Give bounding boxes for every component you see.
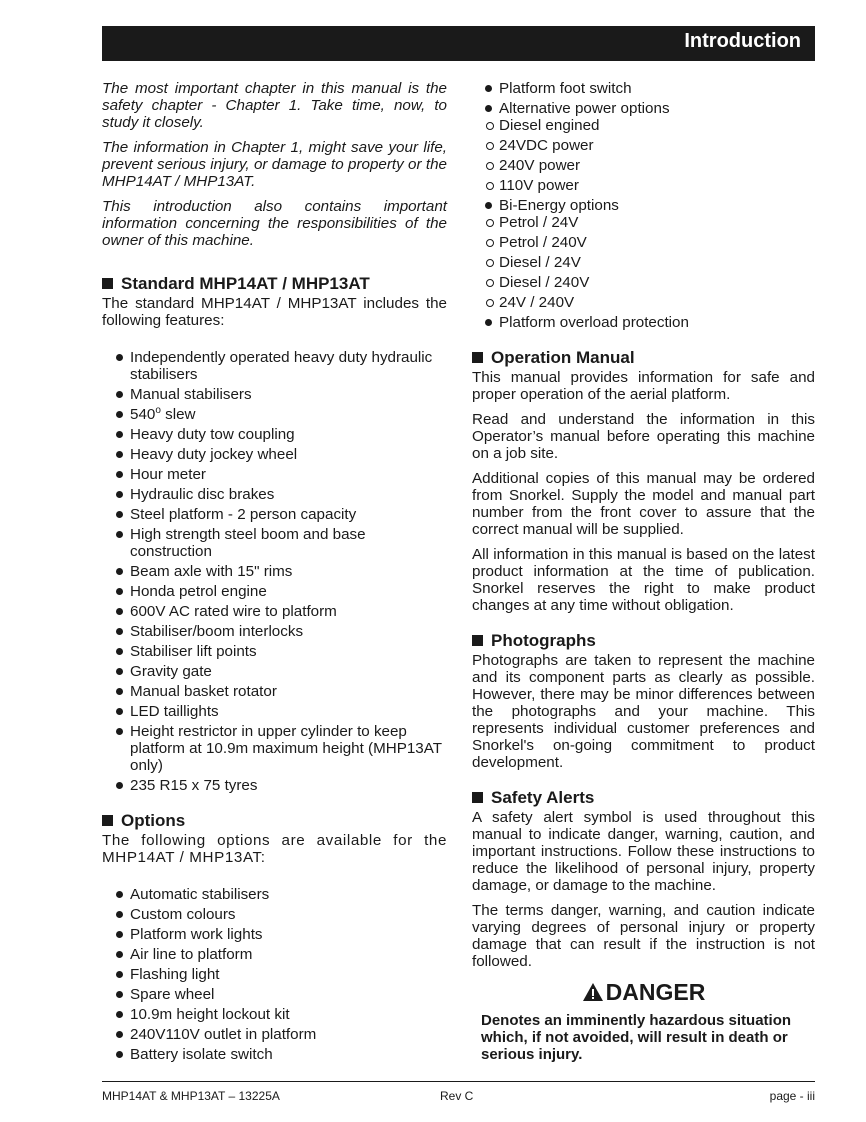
list-item: Battery isolate switch	[102, 1046, 447, 1063]
list-item: Bi-Energy options Petrol / 24V Petrol / 240V Diesel / 24V Diesel / 240V 24V / 240V	[472, 197, 815, 311]
safety-alerts-heading-text: Safety Alerts	[491, 788, 595, 807]
list-item: Heavy duty jockey wheel	[102, 446, 447, 463]
list-item: Manual stabilisers	[102, 386, 447, 403]
list-item: Heavy duty tow coupling	[102, 426, 447, 443]
list-item: Custom colours	[102, 906, 447, 923]
photographs-paragraph: Photographs are taken to represent the machine and its component parts as clearly as possible. However, there may be minor differences between the photographs and your machine. This represents individual customer preferences and Snorkel's on-going commitment to product development.	[472, 652, 815, 771]
hollow-bullet-icon	[486, 239, 494, 247]
alt-power-sublist	[472, 117, 815, 194]
bullet-icon	[116, 628, 123, 635]
footer-revision: Rev C	[440, 1089, 474, 1103]
sub-list-item: Petrol / 24V	[472, 214, 815, 231]
bullet-icon	[116, 568, 123, 575]
list-item: Automatic stabilisers	[102, 886, 447, 903]
intro-paragraph: The most important chapter in this manual is the safety chapter - Chapter 1. Take time, now, to study it closely.	[102, 80, 447, 131]
sub-list-item: 24V / 240V	[472, 294, 815, 311]
list-item: Spare wheel	[102, 986, 447, 1003]
list-item: 240V110V outlet in platform	[102, 1026, 447, 1043]
square-bullet-icon	[102, 278, 113, 289]
list-item: Platform work lights	[102, 926, 447, 943]
bullet-icon	[485, 85, 492, 92]
bullet-icon	[116, 354, 123, 361]
options-continued-list	[472, 80, 815, 331]
sub-list-item: Diesel engined	[472, 117, 815, 134]
square-bullet-icon	[472, 352, 483, 363]
list-item: Gravity gate	[102, 663, 447, 680]
bullet-icon	[485, 319, 492, 326]
standard-intro: The standard MHP14AT / MHP13AT includes the following features:	[102, 295, 447, 329]
sub-list-item: 24VDC power	[472, 137, 815, 154]
hollow-bullet-icon	[486, 259, 494, 267]
intro-paragraph: The information in Chapter 1, might save your life, prevent serious injury, or damage to property or the MHP14AT / MHP13AT.	[102, 139, 447, 190]
options-heading-text: Options	[121, 811, 186, 830]
danger-label-text: DANGER	[605, 978, 706, 1005]
photographs-heading-text: Photographs	[491, 631, 596, 650]
safety-alerts-heading	[472, 789, 815, 806]
list-item: Height restrictor in upper cylinder to keep platform at 10.9m maximum height (MHP13AT only)	[102, 723, 447, 774]
standard-features-list	[102, 349, 447, 794]
bullet-icon	[116, 1051, 123, 1058]
options-heading	[102, 812, 447, 829]
bullet-icon	[116, 891, 123, 898]
right-column	[472, 80, 815, 1063]
bullet-icon	[116, 648, 123, 655]
list-item: Steel platform - 2 person capacity	[102, 506, 447, 523]
header-bar	[102, 26, 815, 61]
operation-manual-paragraph: This manual provides information for safe and proper operation of the aerial platform.	[472, 369, 815, 403]
hollow-bullet-icon	[486, 182, 494, 190]
list-item: Stabiliser/boom interlocks	[102, 623, 447, 640]
list-item: Independently operated heavy duty hydraulic stabilisers	[102, 349, 447, 383]
bullet-icon	[116, 1011, 123, 1018]
list-item: Alternative power options Diesel engined 24VDC power 240V power 110V power	[472, 100, 815, 194]
footer-divider	[102, 1081, 815, 1082]
bullet-icon	[116, 668, 123, 675]
bullet-icon	[116, 411, 123, 418]
list-item: Platform overload protection	[472, 314, 815, 331]
options-intro: The following options are available for the MHP14AT / MHP13AT:	[102, 832, 447, 866]
bullet-icon	[116, 531, 123, 538]
hollow-bullet-icon	[486, 142, 494, 150]
bullet-icon	[116, 728, 123, 735]
list-item: LED taillights	[102, 703, 447, 720]
list-item: Hour meter	[102, 466, 447, 483]
list-item: Stabiliser lift points	[102, 643, 447, 660]
operation-manual-paragraph: Read and understand the information in this Operator’s manual before operating this machine on a job site.	[472, 411, 815, 462]
danger-description: Denotes an imminently hazardous situation which, if not avoided, will result in death or serious injury.	[481, 1012, 792, 1063]
hollow-bullet-icon	[486, 122, 494, 130]
bullet-icon	[116, 1031, 123, 1038]
bullet-icon	[116, 991, 123, 998]
operation-manual-heading	[472, 349, 815, 366]
operation-manual-paragraph: Additional copies of this manual may be ordered from Snorkel. Supply the model and manual part number from the front cover to assure that the correct manual will be supplied.	[472, 470, 815, 538]
footer-doc-id: MHP14AT & MHP13AT – 13225A	[102, 1089, 280, 1103]
page-title: Introduction	[684, 30, 801, 52]
sub-list-item: Diesel / 240V	[472, 274, 815, 291]
bullet-icon	[116, 391, 123, 398]
bullet-icon	[116, 491, 123, 498]
hollow-bullet-icon	[486, 162, 494, 170]
square-bullet-icon	[472, 792, 483, 803]
bullet-icon	[116, 588, 123, 595]
hollow-bullet-icon	[486, 299, 494, 307]
bullet-icon	[116, 471, 123, 478]
bullet-icon	[485, 105, 492, 112]
bullet-icon	[116, 451, 123, 458]
standard-heading-text: Standard MHP14AT / MHP13AT	[121, 274, 370, 293]
sub-list-item: 240V power	[472, 157, 815, 174]
square-bullet-icon	[472, 635, 483, 646]
list-item: 600V AC rated wire to platform	[102, 603, 447, 620]
list-item: 235 R15 x 75 tyres	[102, 777, 447, 794]
list-item: Platform foot switch	[472, 80, 815, 97]
bullet-icon	[116, 971, 123, 978]
photographs-heading	[472, 632, 815, 649]
bullet-icon	[116, 708, 123, 715]
bi-energy-sublist	[472, 214, 815, 311]
sub-list-item: Petrol / 240V	[472, 234, 815, 251]
operation-manual-heading-text: Operation Manual	[491, 348, 635, 367]
standard-heading	[102, 275, 447, 292]
intro-paragraph: This introduction also contains important information concerning the responsibilities of the owner of this machine.	[102, 198, 447, 249]
list-item: 540$^o$ slew	[102, 406, 447, 423]
hollow-bullet-icon	[486, 279, 494, 287]
bullet-icon	[116, 951, 123, 958]
list-item: High strength steel boom and base construction	[102, 526, 447, 560]
bullet-icon	[116, 431, 123, 438]
operation-manual-paragraph: All information in this manual is based on the latest product information at the time of publication. Snorkel reserves the right to make product changes at any time without obligation.	[472, 546, 815, 614]
list-item: Manual basket rotator	[102, 683, 447, 700]
hollow-bullet-icon	[486, 219, 494, 227]
list-item: 10.9m height lockout kit	[102, 1006, 447, 1023]
square-bullet-icon	[102, 815, 113, 826]
sub-list-item: 110V power	[472, 177, 815, 194]
bullet-icon	[116, 511, 123, 518]
bullet-icon	[116, 931, 123, 938]
bullet-icon	[485, 202, 492, 209]
safety-alerts-paragraph: A safety alert symbol is used throughout this manual to indicate danger, warning, caution, and important instructions. Follow these instructions to reduce the likelihood of personal injury, property damage, or damage to the machine.	[472, 809, 815, 894]
list-item: Honda petrol engine	[102, 583, 447, 600]
list-item: Flashing light	[102, 966, 447, 983]
bullet-icon	[116, 911, 123, 918]
bullet-icon	[116, 608, 123, 615]
list-item: Beam axle with 15" rims	[102, 563, 447, 580]
danger-label	[472, 978, 815, 1005]
list-item: Air line to platform	[102, 946, 447, 963]
left-column	[102, 80, 447, 1066]
bullet-icon	[116, 782, 123, 789]
options-list	[102, 886, 447, 1063]
sub-list-item: Diesel / 24V	[472, 254, 815, 271]
safety-alerts-paragraph: The terms danger, warning, and caution indicate varying degrees of personal injury or property damage that can result if the instruction is not followed.	[472, 902, 815, 970]
footer-page-number: page - iii	[769, 1089, 815, 1103]
bullet-icon	[116, 688, 123, 695]
list-item: Hydraulic disc brakes	[102, 486, 447, 503]
warning-triangle-icon	[582, 982, 604, 1002]
